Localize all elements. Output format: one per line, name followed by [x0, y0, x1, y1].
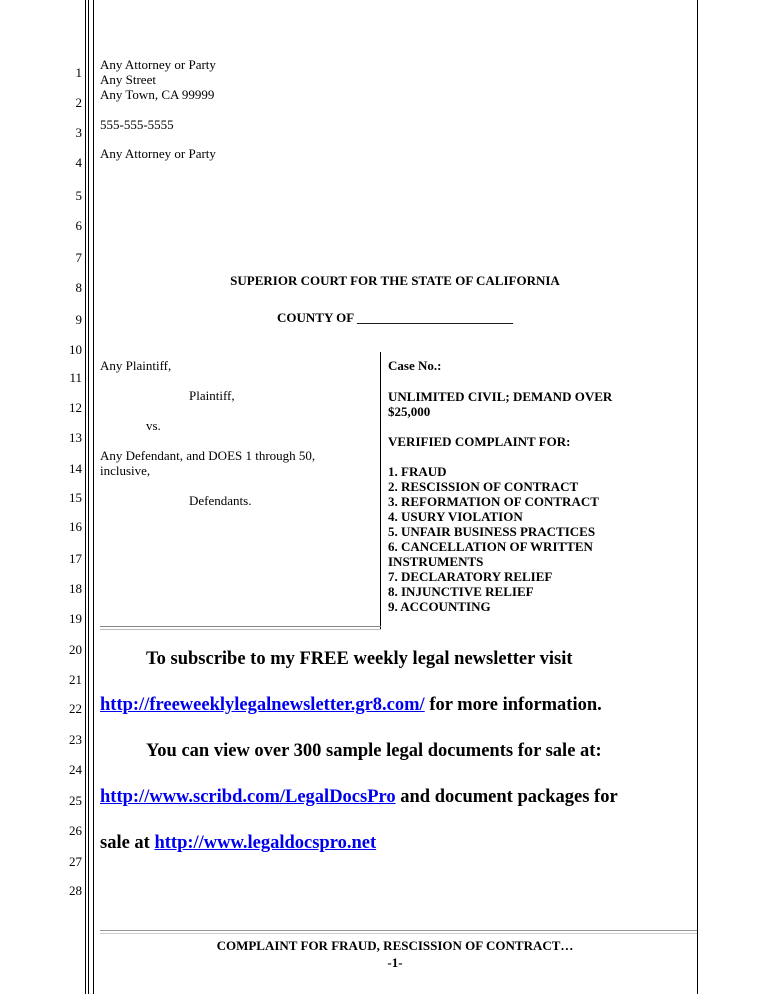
line-number: 3	[75, 125, 82, 140]
footer-page-number: -1-	[387, 955, 403, 970]
line-number: 5	[75, 188, 82, 203]
line-number: 4	[75, 155, 82, 170]
plaintiff-name: Any Plaintiff,	[100, 358, 172, 373]
left-margin-rule-text	[93, 0, 94, 994]
footer-title: COMPLAINT FOR FRAUD, RESCISSION OF CONTRACT…	[216, 938, 574, 953]
unlimited-line-2: $25,000	[388, 404, 431, 419]
line-number: 24	[69, 762, 82, 777]
line-number: 23	[69, 732, 82, 747]
line-number: 6	[75, 218, 82, 233]
unlimited-civil	[388, 389, 612, 419]
claim-item: 5. UNFAIR BUSINESS PRACTICES	[388, 524, 596, 539]
defendant-line-1: Any Defendant, and DOES 1 through 50,	[100, 448, 316, 463]
claims-list	[388, 464, 599, 614]
legaldocspro-prefix: sale at	[100, 833, 155, 853]
line-number: 16	[69, 519, 82, 534]
line-number: 10	[69, 342, 82, 357]
caption-divider-bottom	[100, 626, 381, 627]
newsletter-line: To subscribe to my FREE weekly legal newsletter visit	[146, 649, 573, 669]
scribd-link[interactable]: http://www.scribd.com/LegalDocsPro	[100, 787, 396, 807]
claim-item: 9. ACCOUNTING	[388, 599, 491, 614]
plaintiff-role: Plaintiff,	[189, 388, 235, 403]
claim-item: 8. INJUNCTIVE RELIEF	[388, 584, 534, 599]
footer-rule-shadow	[100, 933, 697, 934]
attorney-phone: 555-555-5555	[100, 117, 174, 132]
attorney-block	[100, 57, 216, 102]
claim-item: INSTRUMENTS	[388, 554, 484, 569]
claim-item: 4. USURY VIOLATION	[388, 509, 523, 524]
claim-item: 3. REFORMATION OF CONTRACT	[388, 494, 599, 509]
complaint-title: VERIFIED COMPLAINT FOR:	[388, 434, 571, 449]
caption-divider-bottom-shadow	[100, 629, 381, 630]
attorney-city: Any Town, CA 99999	[100, 87, 215, 102]
attorney-for-party: Any Attorney or Party	[100, 146, 216, 161]
line-number: 14	[69, 461, 82, 476]
line-number: 22	[69, 701, 82, 716]
attorney-name: Any Attorney or Party	[100, 57, 216, 72]
newsletter-link-suffix: for more information.	[424, 695, 602, 715]
line-number: 1	[75, 65, 82, 80]
newsletter-link[interactable]: http://freeweeklylegalnewsletter.gr8.com/	[100, 695, 425, 715]
line-number: 11	[69, 370, 82, 385]
line-number: 13	[69, 430, 82, 445]
sample-docs-line: You can view over 300 sample legal documents for sale at:	[146, 741, 602, 761]
line-number: 19	[69, 611, 82, 626]
court-county: COUNTY OF ________________________	[277, 310, 513, 325]
line-number: 26	[69, 823, 82, 838]
scribd-link-line	[100, 787, 618, 808]
claim-item: 6. CANCELLATION OF WRITTEN	[388, 539, 593, 554]
line-number: 27	[69, 854, 82, 869]
left-margin-rule-outer	[85, 0, 86, 994]
line-number: 9	[75, 312, 82, 327]
claim-item: 1. FRAUD	[388, 464, 447, 479]
court-name: SUPERIOR COURT FOR THE STATE OF CALIFORNIA	[230, 273, 560, 288]
legaldocspro-link-line	[100, 833, 376, 854]
attorney-street: Any Street	[100, 72, 156, 87]
line-number: 8	[75, 280, 82, 295]
defendant-line-2: inclusive,	[100, 463, 151, 478]
footer-rule	[100, 930, 697, 931]
legaldocspro-link[interactable]: http://www.legaldocspro.net	[154, 833, 377, 853]
line-number: 18	[69, 581, 82, 596]
left-margin-rule-inner	[88, 0, 89, 994]
line-number: 21	[69, 672, 82, 687]
claim-item: 2. RESCISSION OF CONTRACT	[388, 479, 579, 494]
newsletter-link-line	[100, 695, 602, 716]
defendant-name	[100, 448, 315, 478]
case-number-label: Case No.:	[388, 358, 442, 373]
defendant-role: Defendants.	[189, 493, 252, 508]
line-number: 28	[69, 883, 82, 898]
line-number: 17	[69, 551, 82, 566]
line-number: 12	[69, 400, 82, 415]
caption-divider-vertical	[380, 352, 381, 630]
claim-item: 7. DECLARATORY RELIEF	[388, 569, 553, 584]
line-number: 20	[69, 642, 82, 657]
line-number: 7	[75, 250, 82, 265]
line-number: 15	[69, 490, 82, 505]
unlimited-line-1: UNLIMITED CIVIL; DEMAND OVER	[388, 389, 613, 404]
scribd-link-suffix: and document packages for	[395, 787, 618, 807]
line-number: 2	[75, 95, 82, 110]
right-margin-rule	[697, 0, 698, 994]
line-number: 25	[69, 793, 82, 808]
versus-label: vs.	[146, 418, 161, 433]
